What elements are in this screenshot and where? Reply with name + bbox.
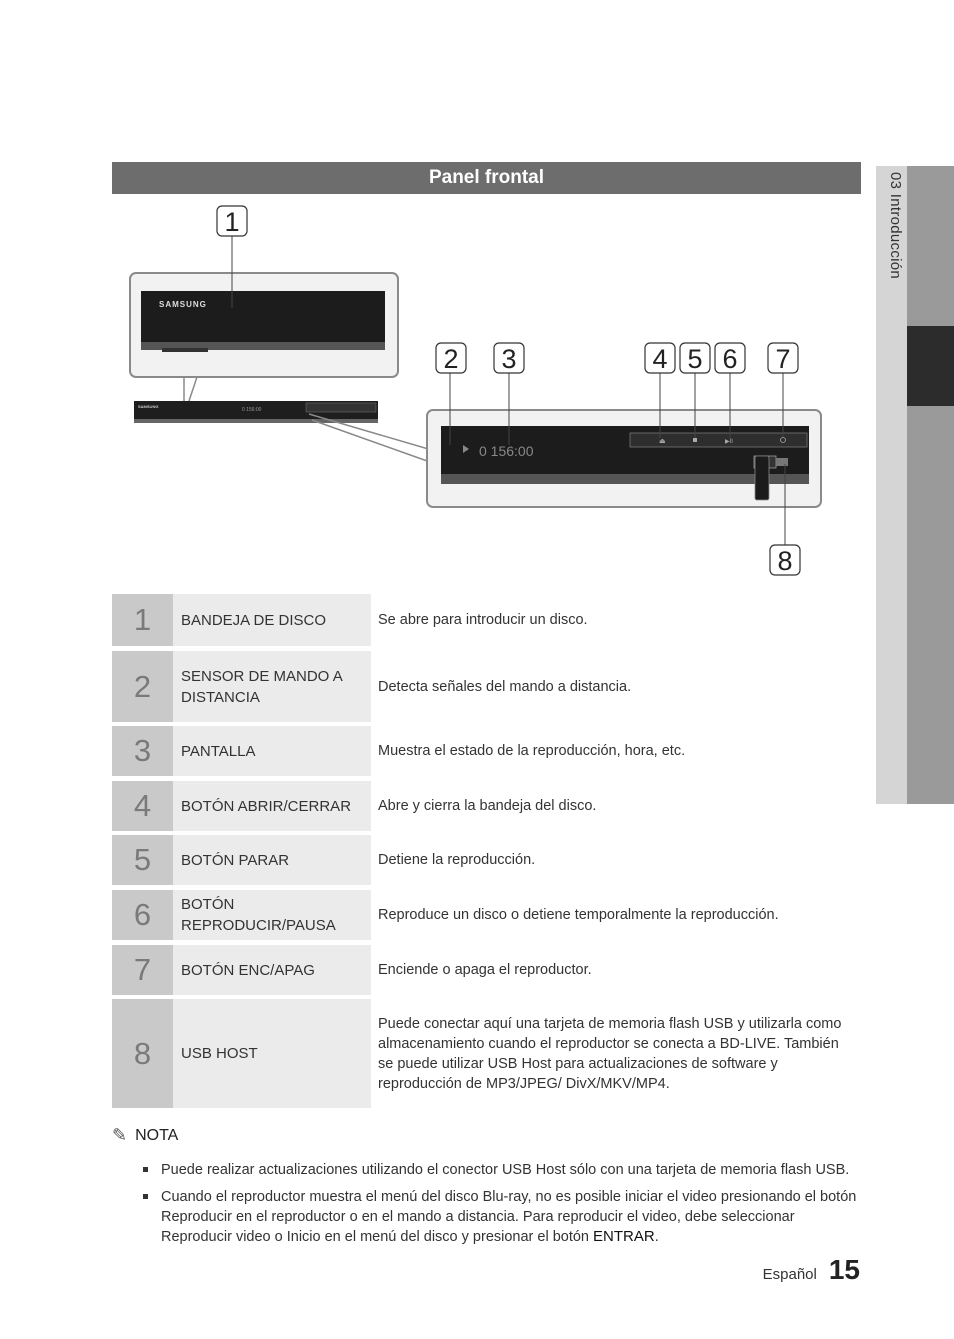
svg-text:7: 7	[775, 344, 791, 374]
chapter-label: 03 Introducción	[887, 172, 904, 280]
table-row	[112, 890, 861, 940]
row-name: BOTÓN ENC/APAG	[173, 945, 371, 995]
row-name: SENSOR DE MANDO A DISTANCIA	[173, 651, 371, 722]
svg-text:▶II: ▶II	[725, 439, 733, 445]
row-name: BOTÓN REPRODUCIR/PAUSA	[173, 890, 371, 940]
row-description: Detiene la reproducción.	[378, 852, 536, 868]
row-number: 6	[112, 890, 173, 940]
callout-8	[770, 545, 800, 576]
note-end: .	[654, 1229, 659, 1245]
row-name: BOTÓN PARAR	[173, 835, 371, 885]
note-text: Puede realizar actualizaciones utilizando el conector USB Host sólo con una tarjeta de memoria flash USB.	[161, 1162, 850, 1178]
row-number: 2	[112, 651, 173, 722]
front-panel-diagram	[112, 200, 861, 590]
callout-1	[217, 206, 247, 237]
row-description: Enciende o apaga el reproductor.	[378, 962, 592, 978]
page-number: 15	[828, 1254, 860, 1285]
callout-4	[645, 343, 675, 374]
svg-text:0 156:00: 0 156:00	[242, 407, 262, 413]
row-number: 1	[112, 594, 173, 646]
note-item	[140, 1160, 864, 1180]
note-heading	[112, 1125, 178, 1146]
svg-text:0 156:00: 0 156:00	[479, 443, 534, 459]
page-footer	[763, 1254, 860, 1286]
row-number: 8	[112, 999, 173, 1108]
svg-text:4: 4	[652, 344, 668, 374]
callout-3	[494, 343, 524, 374]
table-row	[112, 726, 861, 776]
row-description: Puede conectar aquí una tarjeta de memoria flash USB y utilizarla como almacenamiento cuando el reproductor se conecta a BD-LIVE. También se puede utilizar USB Host para actualizaciones de software y reproducción de MP3/JPEG/ DivX/MKV/MP4.	[378, 1015, 842, 1092]
row-number: 5	[112, 835, 173, 885]
footer-language: Español	[762, 1266, 817, 1283]
callout-5	[680, 343, 710, 374]
callout-7	[768, 343, 798, 374]
pencil-icon: ✎	[112, 1125, 128, 1145]
note-title: NOTA	[135, 1126, 179, 1144]
note-text: Cuando el reproductor muestra el menú del disco Blu-ray, no es posible iniciar el video presionando el botón Reproducir en el reproductor o en el mando a distancia. Para reproducir el video, debe seleccionar Reproducir video o Inicio en el menú del disco y presionar el botón	[161, 1189, 857, 1245]
brand-logo: SAMSUNG	[159, 300, 207, 309]
svg-text:2: 2	[443, 344, 459, 374]
note-list	[140, 1160, 864, 1255]
table-row	[112, 835, 861, 885]
table-row	[112, 594, 861, 646]
svg-text:1: 1	[224, 207, 240, 237]
table-row	[112, 651, 861, 722]
chapter-tab-marker	[907, 326, 954, 406]
row-number: 7	[112, 945, 173, 995]
section-title: Panel frontal	[112, 162, 861, 194]
row-description: Reproduce un disco o detiene temporalmente la reproducción.	[378, 907, 779, 923]
svg-text:8: 8	[777, 546, 793, 576]
row-description: Muestra el estado de la reproducción, hora, etc.	[378, 743, 686, 759]
row-name: BANDEJA DE DISCO	[173, 594, 371, 646]
callout-2	[436, 343, 466, 374]
row-name: BOTÓN ABRIR/CERRAR	[173, 781, 371, 831]
row-name: USB HOST	[173, 999, 371, 1108]
svg-text:3: 3	[501, 344, 517, 374]
row-number: 3	[112, 726, 173, 776]
row-description: Se abre para introducir un disco.	[378, 612, 588, 628]
row-description: Detecta señales del mando a distancia.	[378, 678, 632, 695]
row-name: PANTALLA	[173, 726, 371, 776]
table-row	[112, 781, 861, 831]
row-number: 4	[112, 781, 173, 831]
table-row	[112, 945, 861, 995]
note-emphasis: ENTRAR	[593, 1228, 655, 1245]
svg-text:6: 6	[722, 344, 738, 374]
svg-text:SAMSUNG: SAMSUNG	[138, 404, 159, 409]
note-item	[140, 1187, 864, 1248]
svg-text:⏏: ⏏	[659, 438, 666, 445]
table-row	[112, 999, 861, 1108]
callout-6	[715, 343, 745, 374]
svg-text:5: 5	[687, 344, 703, 374]
row-description: Abre y cierra la bandeja del disco.	[378, 798, 597, 814]
chapter-tab-strip	[907, 166, 954, 804]
